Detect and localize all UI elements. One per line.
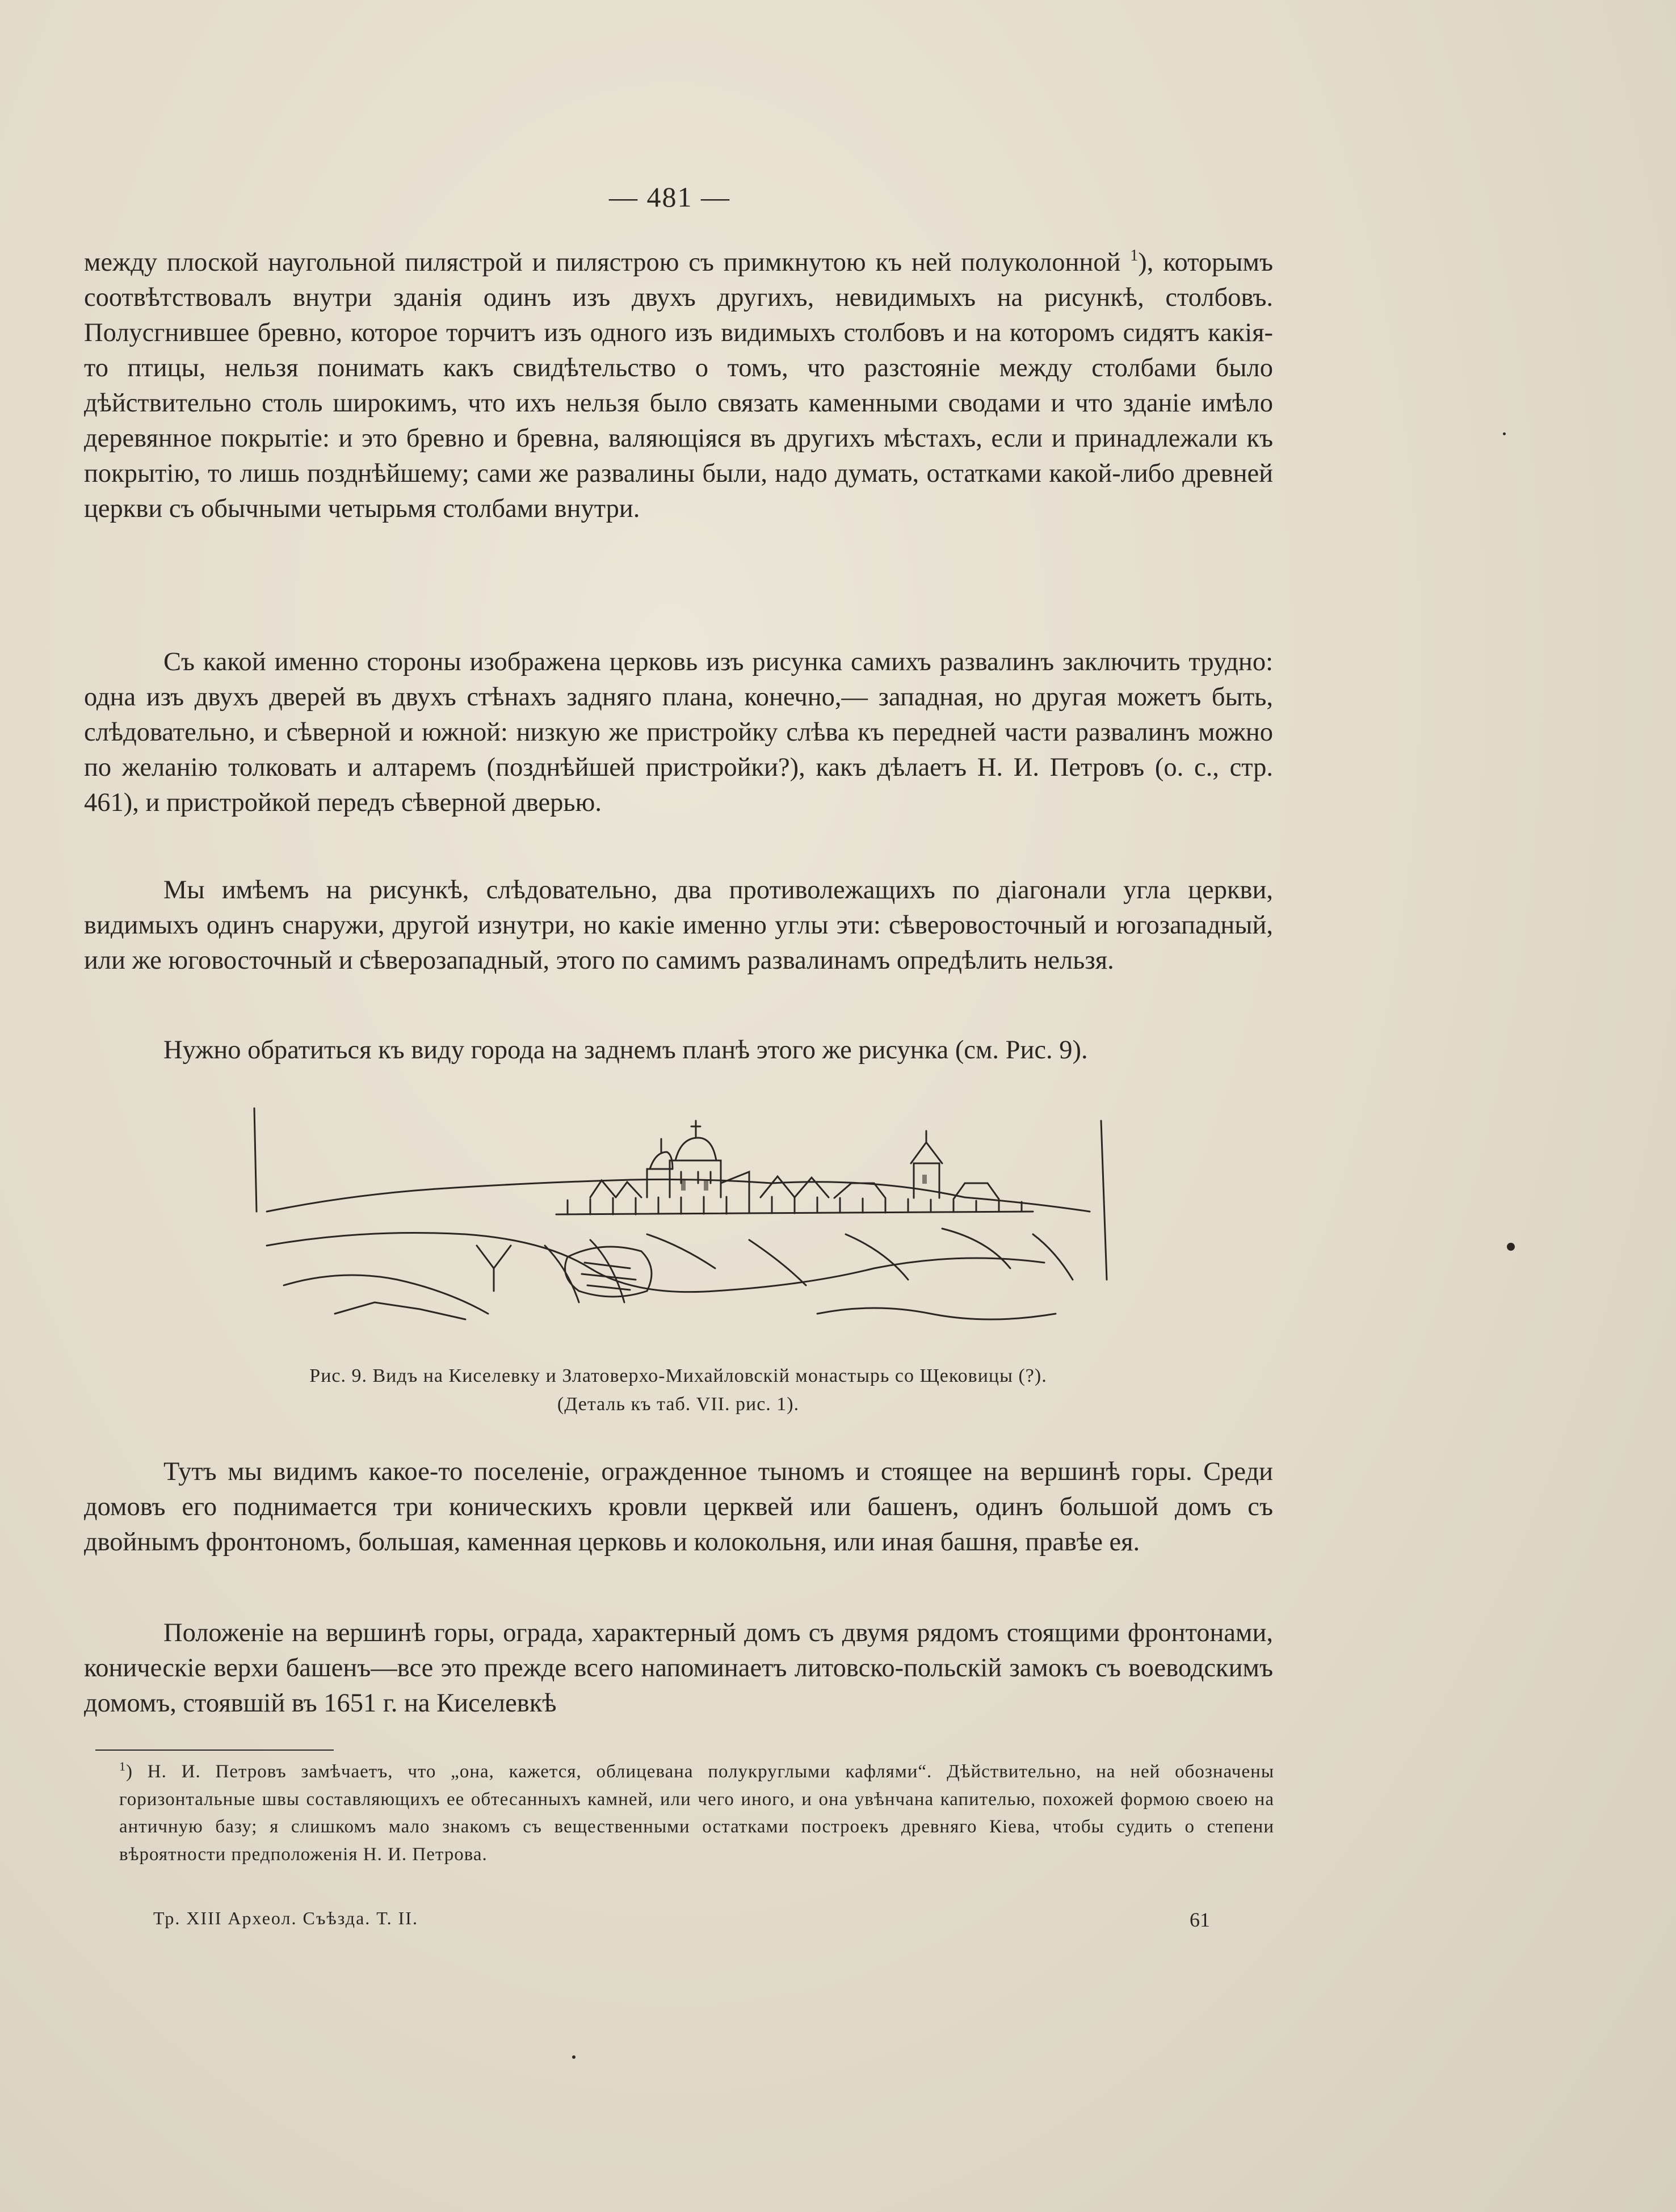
- page-number: — 481 —: [609, 181, 730, 213]
- footnote-ref: 1: [1130, 247, 1139, 264]
- ink-speck: [1507, 1243, 1515, 1251]
- signature-number: 61: [1190, 1908, 1210, 1931]
- town-sketch: [250, 1098, 1112, 1342]
- footnote-divider: [95, 1750, 334, 1751]
- figure-illustration: [250, 1098, 1112, 1342]
- figure-caption-line-2: (Деталь къ таб. VII. рис. 1).: [557, 1394, 800, 1415]
- paragraph-1: между плоской наугольной пилястрой и пилястрою съ примкнутою къ ней полуколонной $^1$), которымъ соотвѣтствовалъ внутри зданія одинъ изъ двухъ другихъ, невидимыхъ на рисункѣ, столбовъ. Полусгнившее бревно, которое торчитъ изъ одного изъ видимыхъ столбовъ и на которомъ сидятъ какія-то птицы, нельзя понимать какъ свидѣтельство о томъ, что разстояніе между столбами было дѣйствительно столь широкимъ, что ихъ нельзя было связать каменными сводами и что зданіе имѣло деревянное покрытіе: и это бревно и бревна, валяющіяся въ другихъ мѣстахъ, если и принадлежали къ покрытію, то лишь позднѣйшему; сами же развалины были, надо думать, остатками какой-либо древней церкви съ обычными четырьмя столбами внутри.: [84, 247, 1273, 523]
- paragraph-2: Съ какой именно стороны изображена церковь изъ рисунка самихъ развалинъ заключить трудно: одна изъ двухъ дверей въ двухъ стѣнахъ задняго плана, конечно,— западная, но другая можетъ быть, слѣдовательно, и сѣверной и южной: низкую же пристройку слѣва къ передней части развалинъ можно по желанію толковать и алтаремъ (позднѣйшей пристройки?), какъ дѣлаетъ Н. И. Петровъ (о. с., стр. 461), и пристройкой передъ сѣверной дверью.: [84, 647, 1273, 817]
- paragraph-3: Мы имѣемъ на рисункѣ, слѣдовательно, два противолежащихъ по діагонали угла церкви, видимыхъ одинъ снаружи, другой изнутри, но какіе именно углы эти: сѣверовосточный и югозападный, или же юговосточный и сѣверозападный, этого по самимъ развалинамъ опредѣлить нельзя.: [84, 876, 1273, 975]
- paragraph-6: Положеніе на вершинѣ горы, ограда, характерный домъ съ двумя рядомъ стоящими фронтонами, коническіе верхи башенъ—все это прежде всего напоминаетъ литовско-польскій замокъ съ воеводскимъ домомъ, стоявшій въ 1651 г. на Киселевкѣ: [84, 1618, 1273, 1718]
- ink-speck: [1503, 432, 1506, 435]
- footnote-marker: 1: [119, 1759, 126, 1773]
- footnote: $^1$) Н. И. Петровъ замѣчаетъ, что „она, кажется, облицевана полукруглыми кафлями“. Дѣйствительно, на ней обозначены горизонтальные швы составляющихъ ее обтесанныхъ камней, или чего иного, и она увѣнчана капителью, похожей формою своею на античную базу; я слишкомъ мало знакомъ съ вещественными остатками построекъ древняго Кіева, чтобы судить о степени вѣроятности предположенія Н. И. Петрова.: [119, 1759, 1274, 1865]
- ink-speck: [572, 2055, 576, 2059]
- paragraph-5: Тутъ мы видимъ какое-то поселеніе, огражденное тыномъ и стоящее на вершинѣ горы. Среди домовъ его поднимается три коническихъ кровли церквей или башенъ, одинъ большой домъ съ двойнымъ фронтономъ, большая, каменная церковь и колокольня, или иная башня, правѣе ея.: [84, 1457, 1273, 1557]
- signature-mark: Тр. XIII Археол. Съѣзда. Т. II.: [153, 1908, 418, 1928]
- left-border-stroke: [254, 1108, 257, 1212]
- paragraph-4: Нужно обратиться къ виду города на заднемъ планѣ этого же рисунка (см. Рис. 9).: [163, 1036, 1088, 1065]
- right-border-stroke: [1101, 1121, 1107, 1280]
- figure-caption-line-1: Рис. 9. Видъ на Киселевку и Златоверхо-Михайловскій монастырь со Щековицы (?).: [309, 1365, 1047, 1386]
